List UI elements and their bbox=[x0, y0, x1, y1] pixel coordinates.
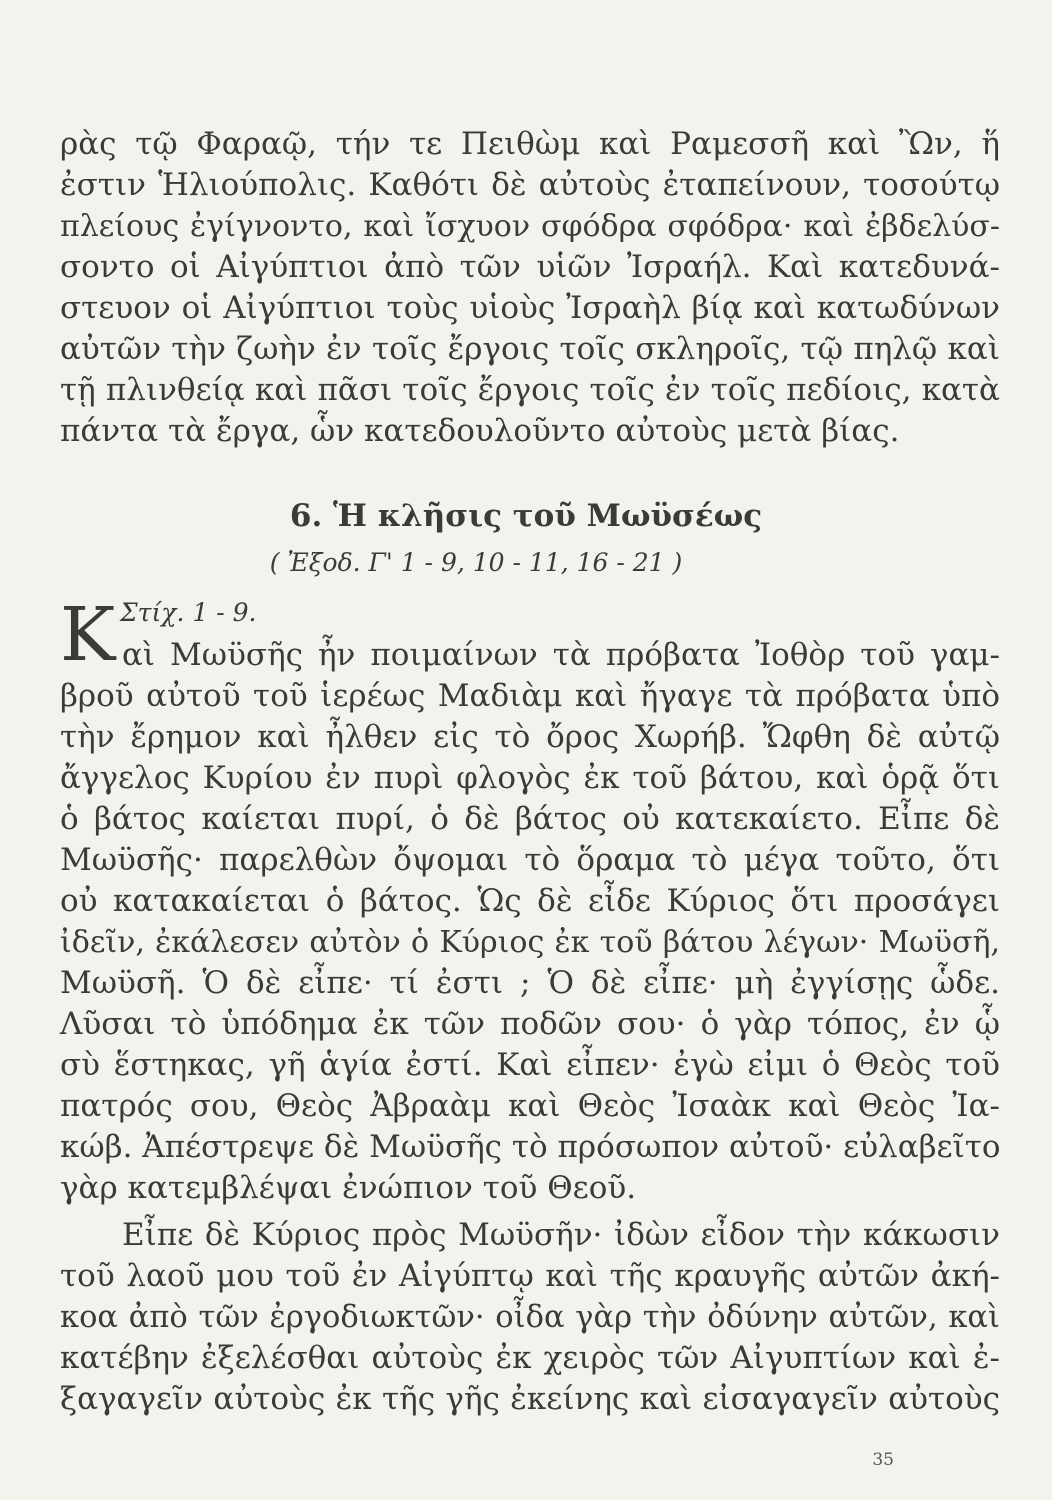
text-line: ἐστιν Ἡλιούπολις. Καθότι δὲ αὐτοὺς ἐταπείνουν, τοσούτῳ bbox=[60, 167, 1000, 203]
page-number: 35 bbox=[872, 1450, 894, 1470]
section-citation: ( Ἐξοδ. Γ' 1 - 9, 10 - 11, 16 - 21 ) bbox=[269, 548, 683, 577]
text-line: οὐ κατακαίεται ὁ βάτος. Ὡς δὲ εἶδε Κύριος ὅτι προσάγει bbox=[60, 883, 1000, 919]
text-line: ὁ βάτος καίεται πυρί, ὁ δὲ βάτος οὐ κατεκαίετο. Εἶπε δὲ bbox=[60, 801, 1000, 837]
text-line: ἄγγελος Κυρίου ἐν πυρὶ φλογὸς ἐκ τοῦ βάτου, καὶ ὁρᾷ ὅτι bbox=[60, 760, 1000, 796]
drop-cap: Κ bbox=[60, 592, 116, 678]
text-line: αὐτῶν τὴν ζωὴν ἐν τοῖς ἔργοις τοῖς σκληροῖς, τῷ πηλῷ καὶ bbox=[60, 331, 1000, 367]
text-line: τῇ πλινθείᾳ καὶ πᾶσι τοῖς ἔργοις τοῖς ἐν τοῖς πεδίοις, κατὰ bbox=[60, 372, 1000, 408]
text-line: κοα ἀπὸ τῶν ἐργοδιωκτῶν· οἶδα γὰρ τὴν ὀδύνην αὐτῶν, καὶ bbox=[60, 1300, 1000, 1335]
text-line: γὰρ κατεμβλέψαι ἐνώπιον τοῦ Θεοῦ. bbox=[60, 1170, 637, 1206]
verse-reference: Στίχ. 1 - 9. bbox=[120, 598, 257, 627]
text-line: πάντα τὰ ἔργα, ὧν κατεδουλοῦντο αὐτοὺς μετὰ βίας. bbox=[60, 413, 900, 449]
text-line: σοντο οἱ Αἰγύπτιοι ἀπὸ τῶν υἱῶν Ἰσραήλ. Καὶ κατεδυνά- bbox=[60, 249, 1000, 285]
text-line: Μωϋσῆς· παρελθὼν ὄψομαι τὸ ὅραμα τὸ μέγα τοῦτο, ὅτι bbox=[60, 842, 1000, 878]
text-line: ἰδεῖν, ἐκάλεσεν αὐτὸν ὁ Κύριος ἐκ τοῦ βάτου λέγων· Μωϋσῆ, bbox=[60, 925, 1000, 960]
text-line: πλείους ἐγίγνοντο, καὶ ἴσχυον σφόδρα σφόδρα· καὶ ἐβδελύσ- bbox=[60, 209, 1000, 244]
text-line: τὴν ἔρημον καὶ ἦλθεν εἰς τὸ ὄρος Χωρήβ. Ὤφθη δὲ αὐτῷ bbox=[60, 719, 1000, 755]
text-line: πατρός σου, Θεὸς Ἀβραὰμ καὶ Θεὸς Ἰσαὰκ καὶ Θεὸς Ἰα- bbox=[60, 1088, 1000, 1124]
text-line: βροῦ αὐτοῦ τοῦ ἱερέως Μαδιὰμ καὶ ἤγαγε τὰ πρόβατα ὑπὸ bbox=[60, 678, 1000, 714]
paragraph-1 bbox=[60, 124, 1000, 452]
text-line: Εἶπε δὲ Κύριος πρὸς Μωϋσῆν· ἰδὼν εἶδον τὴν κάκωσιν bbox=[122, 1217, 1000, 1253]
section-heading: 6. Ἡ κλῆσις τοῦ Μωϋσέως bbox=[289, 498, 763, 534]
text-line: Λῦσαι τὸ ὑπόδημα ἐκ τῶν ποδῶν σου· ὁ γὰρ τόπος, ἐν ᾧ bbox=[60, 1006, 1000, 1042]
text-line: Μωϋσῆ. Ὁ δὲ εἶπε· τί ἐστι ; Ὁ δὲ εἶπε· μὴ ἐγγίσῃς ὧδε. bbox=[60, 965, 1000, 1001]
text-line: ξαγαγεῖν αὐτοὺς ἐκ τῆς γῆς ἐκείνης καὶ εἰσαγαγεῖν αὐτοὺς bbox=[60, 1381, 1000, 1417]
text-line: κατέβην ἐξελέσθαι αὐτοὺς ἐκ χειρὸς τῶν Αἰγυπτίων καὶ ἐ- bbox=[60, 1340, 1000, 1376]
text-line: αὶ Μωϋσῆς ἦν ποιμαίνων τὰ πρόβατα Ἰοθὸρ τοῦ γαμ- bbox=[122, 637, 1000, 673]
paragraph-2 bbox=[60, 635, 1000, 1209]
text-line: ρὰς τῷ Φαραῷ, τήν τε Πειθὼμ καὶ Ραμεσσῆ καὶ Ὢν, ἥ bbox=[60, 126, 1000, 162]
paragraph-3 bbox=[60, 1215, 1000, 1420]
text-line: στευον οἱ Αἰγύπτιοι τοὺς υἱοὺς Ἰσραὴλ βίᾳ καὶ κατωδύνων bbox=[60, 290, 1000, 326]
text-line: κώβ. Ἀπέστρεψε δὲ Μωϋσῆς τὸ πρόσωπον αὐτοῦ· εὐλαβεῖτο bbox=[60, 1129, 1001, 1165]
text-line: σὺ ἕστηκας, γῆ ἁγία ἐστί. Καὶ εἶπεν· ἐγὼ εἰμι ὁ Θεὸς τοῦ bbox=[60, 1047, 1000, 1083]
text-line: τοῦ λαοῦ μου τοῦ ἐν Αἰγύπτῳ καὶ τῆς κραυγῆς αὐτῶν ἀκή- bbox=[60, 1258, 1000, 1294]
